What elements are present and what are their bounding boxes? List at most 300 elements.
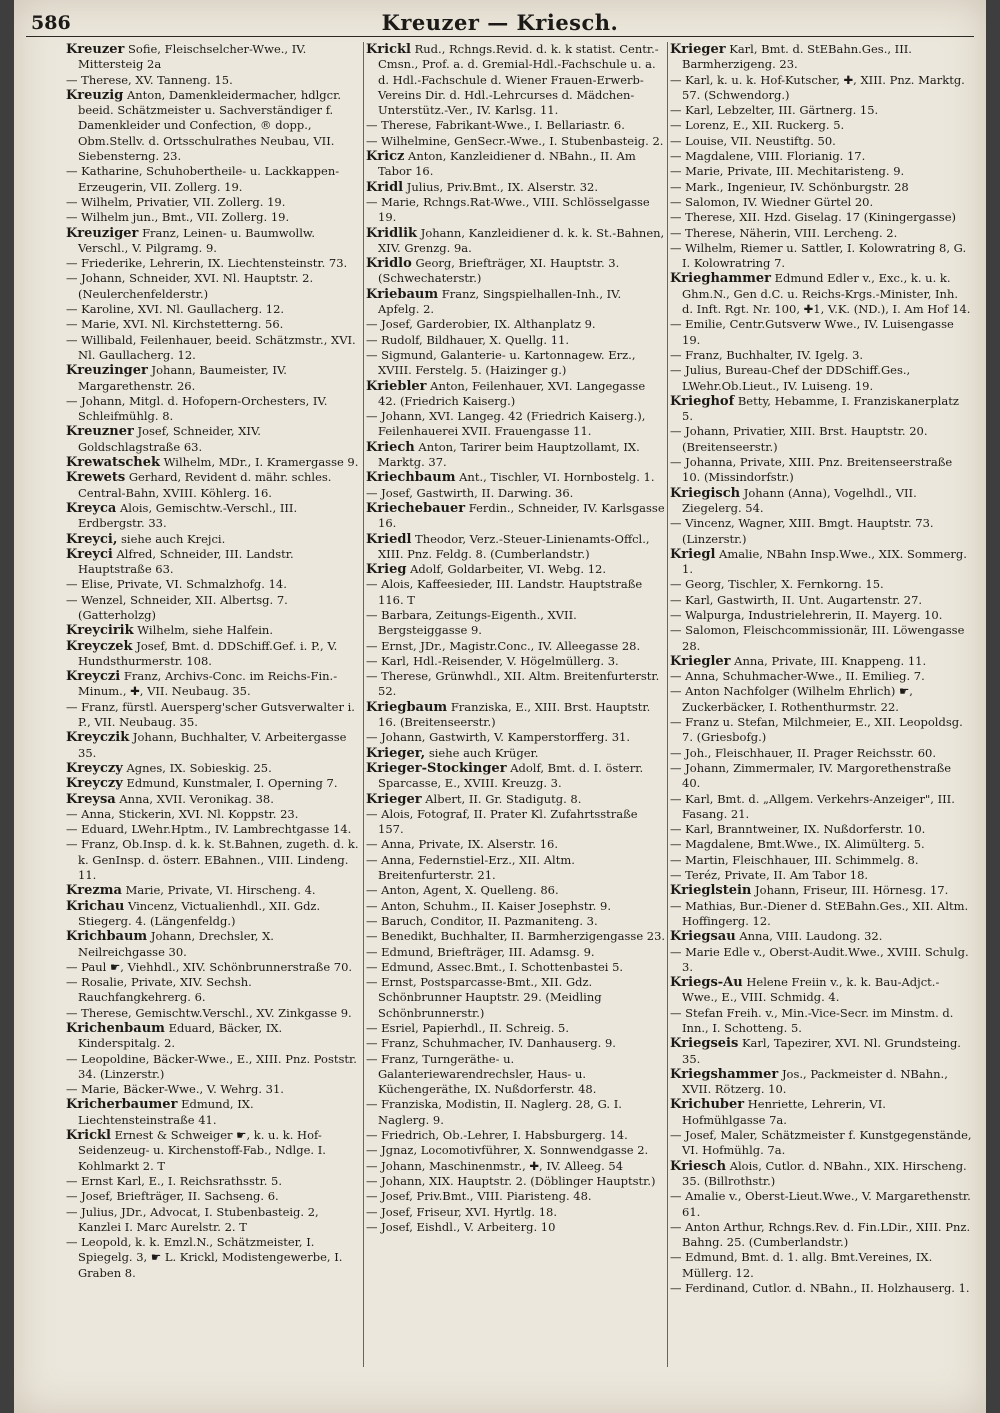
directory-entry <box>670 134 972 149</box>
directory-entry <box>66 700 361 731</box>
entry-details: — Marie, Bäcker-Wwe., V. Wehrg. 31. <box>66 1082 284 1097</box>
entry-surname: Kriegs-Au <box>670 975 743 991</box>
entry-surname: Kriegseis <box>670 1036 739 1052</box>
entry-surname: Kreyczy <box>66 760 123 776</box>
entry-details: Adolf, Bmt. d. I. österr. Sparcasse, E., XVIII. Kreuzg. 3. <box>378 760 644 791</box>
entry-details: — Johann, Mitgl. d. Hofopern-Orchesters, IV. Schleifmühlg. 8. <box>66 393 328 424</box>
directory-entry <box>366 792 666 807</box>
running-title: Kreuzer — Kriesch. <box>381 10 619 35</box>
directory-entry <box>66 1006 361 1021</box>
directory-entry <box>670 837 972 852</box>
entry-details: — Elise, Private, VI. Schmalzhofg. 14. <box>66 577 287 592</box>
entry-details: — Johann, XVI. Langeg. 42 (Friedrich Kaiserg.), Feilenhauerei XVII. Frauengasse 11. <box>366 409 646 439</box>
directory-entry <box>66 883 361 898</box>
directory-entry <box>66 669 361 700</box>
directory-entry <box>366 929 666 944</box>
entry-surname: Krieger <box>366 791 422 807</box>
entry-details: — Anna, Private, IX. Alserstr. 16. <box>366 837 559 852</box>
directory-entry <box>670 73 972 104</box>
entry-details: — Salomon, Fleischcommissionär, III. Löwengasse 28. <box>670 623 965 653</box>
entry-details: — Ernst, Postsparcasse-Bmt., XII. Gdz. Schönbrunner Hauptstr. 29. (Meidling Schönbrunnerstr.) <box>366 975 602 1020</box>
entry-details: siehe auch Krejci. <box>121 531 226 546</box>
entry-details: Anton, Damenkleidermacher, hdlgcr. beeid. Schätzmeister u. Sachverständiger f. Damenkleider und Confection, ® dopp., Obm.Stellv. d. Ortsschulrathes Neubau, VII. Siebensterng. 23. <box>78 87 341 164</box>
directory-entry <box>366 639 666 654</box>
directory-entry <box>366 1021 666 1036</box>
entry-surname: Kriegbaum <box>366 699 448 715</box>
directory-entry <box>670 1281 972 1296</box>
directory-entry <box>366 180 666 195</box>
entry-surname: Kreycirik <box>66 623 134 639</box>
entry-details: — Benedikt, Buchhalter, II. Barmherzigengasse 23. <box>366 929 666 944</box>
directory-entry <box>670 1067 972 1098</box>
entry-details: — Franz, Ob.Insp. d. k. k. St.Bahnen, zugeth. d. k. k. GenInsp. d. österr. EBahnen., VIII. Lindeng. 11. <box>66 837 359 883</box>
entry-details: — Karl, Bmt. d. „Allgem. Verkehrs-Anzeiger", III. Fasang. 21. <box>670 791 955 821</box>
directory-entry <box>66 623 361 638</box>
entry-details: — Therese, Näherin, VIII. Lercheng. 2. <box>670 225 898 240</box>
entry-details: Adolf, Goldarbeiter, VI. Webg. 12. <box>410 562 607 577</box>
directory-entry <box>366 1220 666 1235</box>
entry-details: — Vincenz, Wagner, XIII. Bmgt. Hauptstr. 73. (Linzerstr.) <box>670 516 934 546</box>
directory-entry <box>670 195 972 210</box>
entry-details: Franz, Singspielhallen-Inh., IV. Apfelg. 2. <box>378 286 622 317</box>
column-divider <box>667 42 668 1367</box>
entry-surname: Kreyczek <box>66 638 133 654</box>
directory-entry <box>670 1128 972 1159</box>
entry-details: — Therese, Gemischtw.Verschl., XV. Zinkgasse 9. <box>66 1005 352 1020</box>
directory-entry <box>366 1205 666 1220</box>
entry-details: — Wilhelm, Privatier, VII. Zollerg. 19. <box>66 194 286 209</box>
directory-entry <box>66 195 361 210</box>
directory-entry <box>66 42 361 73</box>
entry-details: — Georg, Tischler, X. Fernkorng. 15. <box>670 577 884 592</box>
directory-entry <box>670 317 972 348</box>
directory-entry <box>670 792 972 823</box>
entry-details: — Karl, Branntweiner, IX. Nußdorferstr. 10. <box>670 822 926 837</box>
entry-surname: Kriechbaum <box>366 470 456 486</box>
directory-entry <box>670 1220 972 1251</box>
entry-details: — Stefan Freih. v., Min.-Vice-Secr. im Minstm. d. Inn., I. Schotteng. 5. <box>670 1005 954 1035</box>
entry-details: — Wilhelm jun., Bmt., VII. Zollerg. 19. <box>66 210 290 225</box>
directory-entry <box>670 455 972 486</box>
entry-details: Marie, Private, VI. Hirscheng. 4. <box>125 883 316 898</box>
entry-surname: Kridlik <box>366 225 418 241</box>
entry-details: Georg, Briefträger, XI. Hauptstr. 3. (Schwechaterstr.) <box>378 256 620 286</box>
entry-details: — Magdalene, Bmt.Wwe., IX. Alimülterg. 5. <box>670 837 925 852</box>
entry-details: — Magdalene, VIII. Florianig. 17. <box>670 149 866 164</box>
directory-entry <box>670 394 972 425</box>
entry-surname: Kreuzinger <box>66 363 148 379</box>
entry-surname: Kriech <box>366 439 415 455</box>
directory-entry <box>366 669 666 700</box>
directory-entry <box>366 945 666 960</box>
directory-entry <box>66 577 361 592</box>
entry-details: — Therese, XV. Tanneng. 15. <box>66 72 233 87</box>
entry-details: — Franz, Turngeräthe- u. Galanteriewarendrechsler, Haus- u. Küchengeräthe, IX. Nußdorferstr. 48. <box>366 1051 597 1097</box>
directory-entry <box>670 669 972 684</box>
header-rule <box>26 36 974 37</box>
directory-entry <box>66 593 361 624</box>
entry-surname: Kreyca <box>66 500 117 516</box>
entry-details: — Rudolf, Bildhauer, X. Quellg. 11. <box>366 332 569 347</box>
entry-details: Franziska, E., XIII. Brst. Hauptstr. 16. (Breitenseerstr.) <box>378 699 651 730</box>
entry-details: Karl, Bmt. d. StEBahn.Ges., III. Barmherzigeng. 23. <box>682 42 912 72</box>
directory-entry <box>670 1189 972 1220</box>
directory-entry <box>670 164 972 179</box>
entry-surname: Kriebaum <box>366 286 439 302</box>
directory-entry <box>66 1082 361 1097</box>
entry-details: — Walpurga, Industrielehrerin, II. Mayerg. 10. <box>670 607 943 622</box>
entry-details: Franz, Archivs-Conc. im Reichs-Fin.-Minum., ✚, VII. Neubaug. 35. <box>78 669 338 699</box>
directory-entry <box>670 945 972 976</box>
entry-details: — Franziska, Modistin, II. Naglerg. 28, G. I. Naglerg. 9. <box>366 1097 622 1127</box>
directory-entry <box>66 164 361 195</box>
directory-entry <box>670 1250 972 1281</box>
directory-entry <box>670 348 972 363</box>
entry-details: — Teréz, Private, II. Am Tabor 18. <box>670 868 869 883</box>
directory-entry <box>670 271 972 317</box>
entry-details: Betty, Hebamme, I. Franziskanerplatz 5. <box>682 393 959 424</box>
entry-surname: Kridlo <box>366 256 412 272</box>
entry-details: Johann, Drechsler, X. Neilreichgasse 30. <box>78 929 274 959</box>
column-2 <box>366 42 666 1404</box>
directory-entry <box>66 424 361 455</box>
directory-entry <box>670 684 972 715</box>
entry-details: — Karl, Hdl.-Reisender, V. Högelmüllerg. 3. <box>366 653 619 668</box>
entry-details: — Julius, Bureau-Chef der DDSchiff.Ges., LWehr.Ob.Lieut., IV. Luiseng. 19. <box>670 363 911 393</box>
directory-entry <box>66 394 361 425</box>
entry-details: Anna, VIII. Laudong. 32. <box>739 929 883 944</box>
directory-entry <box>66 1128 361 1174</box>
entry-details: Josef, Bmt. d. DDSchiff.Gef. i. P., V. Hundsthurmerstr. 108. <box>78 638 338 668</box>
entry-details: Rud., Rchngs.Revid. d. k. k statist. Centr.-Cmsn., Prof. a. d. Gremial-Hdl.-Fachschule u. a. d. Hdl.-Fachschule d. Wiener Frauen-Erwerb-Vereins Dir. d. Hdl.-Lehrcurses d. Mädchen-Unterstütz.-Ver., IV. Karlsg. 11. <box>378 42 659 118</box>
directory-entry <box>366 287 666 318</box>
directory-entry <box>670 623 972 654</box>
entry-details: — Friedrich, Ob.-Lehrer, I. Habsburgerg. 14. <box>366 1128 628 1143</box>
entry-details: — Martin, Fleischhauer, III. Schimmelg. 8. <box>670 852 919 867</box>
entry-surname: Kriegler <box>670 653 731 669</box>
directory-entry <box>366 317 666 332</box>
entry-details: Edmund, IX. Liechtensteinstraße 41. <box>78 1097 254 1127</box>
directory-entry <box>670 1159 972 1190</box>
entry-surname: Krieg <box>366 562 407 578</box>
directory-entry <box>366 149 666 180</box>
entry-details: Gerhard, Revident d. mähr. schles. Central-Bahn, XVIII. Köhlerg. 16. <box>78 470 332 500</box>
directory-entry <box>66 363 361 394</box>
entry-details: — Karl, k. u. k. Hof-Kutscher, ✚, XIII. Pnz. Marktg. 57. (Schwendorg.) <box>670 72 965 102</box>
entry-details: — Friederike, Lehrerin, IX. Liechtensteinstr. 73. <box>66 256 348 271</box>
directory-entry <box>66 302 361 317</box>
directory-entry <box>366 440 666 471</box>
entry-surname: Kreysa <box>66 791 116 807</box>
entry-surname: Krickl <box>366 42 411 57</box>
directory-entry <box>366 654 666 669</box>
directory-entry <box>66 470 361 501</box>
entry-details: — Alois, Fotograf, II. Prater Kl. Zufahrtsstraße 157. <box>366 806 638 837</box>
entry-details: — Johann, Schneider, XVI. Nl. Hauptstr. 2. (Neulerchenfelderstr.) <box>66 271 314 301</box>
entry-details: siehe auch Krüger. <box>428 745 539 760</box>
entry-details: — Salomon, IV. Wiedner Gürtel 20. <box>670 194 874 209</box>
directory-entry <box>670 654 972 669</box>
column-1 <box>66 42 361 1404</box>
entry-surname: Kreyci <box>66 546 113 562</box>
entry-details: — Eduard, LWehr.Hptm., IV. Lambrechtgasse 14. <box>66 822 352 837</box>
directory-entry <box>66 256 361 271</box>
entry-details: — Josef, Briefträger, II. Sachseng. 6. <box>66 1189 279 1204</box>
directory-entry <box>66 1174 361 1189</box>
directory-entry <box>670 1036 972 1067</box>
entry-surname: Krichenbaum <box>66 1021 165 1036</box>
entry-details: Julius, Priv.Bmt., IX. Alserstr. 32. <box>406 179 599 194</box>
entry-surname: Kriebler <box>366 378 427 394</box>
entry-surname: Krickl <box>66 1128 111 1144</box>
entry-surname: Krichau <box>66 898 125 914</box>
entry-details: — Willibald, Feilenhauer, beeid. Schätzmstr., XVI. Nl. Gaullacherg. 12. <box>66 332 356 362</box>
entry-details: — Amalie v., Oberst-Lieut.Wwe., V. Margarethenstr. 61. <box>670 1189 971 1219</box>
entry-details: — Wilhelmine, GenSecr.-Wwe., I. Stubenbasteig. 2. <box>366 133 664 148</box>
entry-details: Henriette, Lehrerin, VI. Hofmühlgasse 7a. <box>682 1097 886 1127</box>
directory-entry <box>366 1128 666 1143</box>
entry-details: — Johanna, Private, XIII. Pnz. Breitenseerstraße 10. (Missindorfstr.) <box>670 455 953 485</box>
directory-entry <box>66 1205 361 1236</box>
directory-entry <box>366 333 666 348</box>
directory-entry <box>670 42 972 73</box>
directory-entry <box>670 1006 972 1037</box>
entry-surname: Kreuzig <box>66 87 124 103</box>
entry-details: — Anton Arthur, Rchngs.Rev. d. Fin.LDir., XIII. Pnz. Bahng. 25. (Cumberlandstr.) <box>670 1219 971 1250</box>
directory-entry <box>670 226 972 241</box>
entry-details: — Anton, Schuhm., II. Kaiser Josephstr. 9. <box>366 898 611 913</box>
directory-entry <box>66 975 361 1006</box>
directory-entry <box>66 639 361 670</box>
directory-entry <box>366 1052 666 1098</box>
directory-entry <box>366 486 666 501</box>
entry-details: Alois, Cutlor. d. NBahn., XIX. Hirscheng. 35. (Billrothstr.) <box>682 1158 967 1188</box>
directory-entry <box>366 730 666 745</box>
directory-entry <box>66 271 361 302</box>
directory-entry <box>366 562 666 577</box>
entry-details: Amalie, NBahn Insp.Wwe., XIX. Sommerg. 1. <box>682 546 967 577</box>
directory-entry <box>366 195 666 226</box>
entry-details: — Edmund, Assec.Bmt., I. Schottenbastei 5. <box>366 959 624 974</box>
directory-entry <box>66 837 361 883</box>
entry-surname: Kreuzer <box>66 42 125 57</box>
entry-surname: Kriegisch <box>670 485 741 501</box>
directory-entry <box>670 547 972 578</box>
entry-surname: Kreyczi <box>66 669 121 685</box>
directory-entry <box>366 608 666 639</box>
directory-entry <box>670 516 972 547</box>
directory-entry <box>670 899 972 930</box>
directory-entry <box>66 1235 361 1281</box>
directory-entry <box>366 348 666 379</box>
entry-details: Anton, Feilenhauer, XVI. Langegasse 42. (Friedrich Kaiserg.) <box>378 378 646 408</box>
directory-entry <box>670 424 972 455</box>
entry-details: Ferdin., Schneider, IV. Karlsgasse 16. <box>378 500 665 531</box>
directory-entry <box>366 960 666 975</box>
entry-details: — Anna, Schuhmacher-Wwe., II. Emilieg. 7. <box>670 669 925 684</box>
entry-surname: Krewatschek <box>66 455 161 471</box>
entry-details: — Josef, Gastwirth, II. Darwing. 36. <box>366 485 574 500</box>
directory-entry <box>366 409 666 440</box>
directory-entry <box>66 960 361 975</box>
entry-details: — Johann, Gastwirth, V. Kamperstorfferg. 31. <box>366 730 631 745</box>
directory-entry <box>366 256 666 287</box>
entry-surname: Kriechebauer <box>366 500 466 516</box>
directory-entry <box>366 118 666 133</box>
entry-details: Johann, Friseur, III. Hörnesg. 17. <box>755 883 949 898</box>
directory-entry <box>366 1174 666 1189</box>
entry-details: — Johann, Zimmermaler, IV. Margorethenstraße 40. <box>670 760 952 791</box>
entry-details: — Paul ☛, Viehhdl., XIV. Schönbrunnerstraße 70. <box>66 959 353 974</box>
entry-surname: Krichuber <box>670 1097 745 1113</box>
entry-details: Wilhelm, MDr., I. Kramergasse 9. <box>163 455 359 470</box>
directory-entry <box>670 103 972 118</box>
entry-details: — Katharine, Schuhobertheile- u. Lackkappen-Erzeugerin, VII. Zollerg. 19. <box>66 164 340 194</box>
entry-details: — Josef, Garderobier, IX. Althanplatz 9. <box>366 317 596 332</box>
entry-details: — Karl, Gastwirth, II. Unt. Augartenstr. 27. <box>670 592 923 607</box>
directory-entry <box>670 608 972 623</box>
directory-entry <box>66 1052 361 1083</box>
directory-entry <box>366 577 666 608</box>
entry-details: Johann, Buchhalter, V. Arbeitergasse 35. <box>78 730 347 760</box>
directory-entry <box>670 210 972 225</box>
directory-entry <box>366 746 666 761</box>
entry-surname: Kridl <box>366 179 404 195</box>
entry-details: — Jgnaz, Locomotivführer, X. Sonnwendgasse 2. <box>366 1143 649 1158</box>
entry-details: — Wenzel, Schneider, XII. Albertsg. 7. (Gatterholzg) <box>66 592 288 622</box>
entry-details: Edmund Edler v., Exc., k. u. k. Ghm.N., Gen d.C. u. Reichs-Krgs.-Minister, Inh. d. Inft. Rgt. Nr. 100, ✚1, V.K. (ND.), I. Am Hof 14. <box>682 271 971 317</box>
directory-entry <box>366 837 666 852</box>
entry-details: Ant., Tischler, VI. Hornbostelg. 1. <box>459 470 655 485</box>
directory-entry <box>366 761 666 792</box>
entry-details: Vincenz, Victualienhdl., XII. Gdz. Stiegerg. 4. (Längenfeldg.) <box>78 898 321 928</box>
entry-details: — Lorenz, E., XII. Ruckerg. 5. <box>670 118 845 133</box>
directory-entry <box>66 776 361 791</box>
entry-details: — Franz, fürstl. Auersperg'scher Gutsverwalter i. P., VII. Neubaug. 35. <box>66 699 355 730</box>
entry-details: Johann, Baumeister, IV. Margarethenstr. 26. <box>78 363 287 393</box>
entry-details: — Esriel, Papierhdl., II. Schreig. 5. <box>366 1021 570 1035</box>
entry-surname: Kreyczik <box>66 730 130 746</box>
entry-details: — Franz u. Stefan, Milchmeier, E., XII. Leopoldsg. 7. (Griesbofg.) <box>670 715 963 745</box>
directory-entry <box>670 363 972 394</box>
entry-details: — Marie, Private, III. Mechitaristeng. 9. <box>670 164 905 179</box>
entry-surname: Krieger-Stockinger <box>366 760 507 776</box>
entry-details: — Josef, Eishdl., V. Arbeiterg. 10 <box>366 1219 556 1234</box>
directory-entry <box>366 42 666 118</box>
directory-entry <box>366 1143 666 1158</box>
entry-surname: Kreuzner <box>66 424 134 440</box>
directory-entry <box>66 899 361 930</box>
directory-entry <box>66 1097 361 1128</box>
entry-details: — Karl, Lebzelter, III. Gärtnerg. 15. <box>670 103 879 118</box>
entry-surname: Krichbaum <box>66 929 148 945</box>
entry-details: Karl, Tapezirer, XVI. Nl. Grundsteing. 35. <box>682 1036 961 1066</box>
entry-details: — Marie, Rchngs.Rat-Wwe., VIII. Schlösselgasse 19. <box>366 194 650 225</box>
entry-details: — Wilhelm, Riemer u. Sattler, I. Kolowratring 8, G. I. Kolowratring 7. <box>670 240 967 271</box>
entry-surname: Krieghof <box>670 393 735 409</box>
directory-entry <box>670 822 972 837</box>
directory-entry <box>670 1097 972 1128</box>
entry-surname: Kricz <box>366 149 405 165</box>
entry-details: Alfred, Schneider, III. Landstr. Hauptstraße 63. <box>78 546 294 577</box>
entry-details: — Louise, VII. Neustiftg. 50. <box>670 133 836 148</box>
directory-entry <box>366 883 666 898</box>
entry-details: Albert, II. Gr. Stadigutg. 8. <box>425 791 582 806</box>
entry-surname: Krieger <box>670 42 726 57</box>
page-number: 586 <box>31 12 71 34</box>
directory-entry <box>66 761 361 776</box>
entry-details: — Therese, Grünwhdl., XII. Altm. Breitenfurterstr. 52. <box>366 669 660 699</box>
entry-surname: Kricherbaumer <box>66 1097 178 1113</box>
directory-entry <box>366 226 666 257</box>
entry-details: — Therese, XII. Hzd. Giselag. 17 (Kiningergasse) <box>670 210 956 225</box>
entry-details: — Karoline, XVI. Nl. Gaullacherg. 12. <box>66 302 285 317</box>
entry-surname: Kreyci, <box>66 531 118 547</box>
entry-surname: Kriesch <box>670 1158 727 1174</box>
directory-entry <box>66 333 361 364</box>
entry-details: — Rosalie, Private, XIV. Sechsh. Rauchfangkehrerg. 6. <box>66 975 252 1005</box>
directory-entry <box>670 241 972 272</box>
directory-entry <box>670 929 972 944</box>
entry-details: Ernest & Schweiger ☛, k. u. k. Hof-Seidenzeug- u. Kirchenstoff-Fab., Ndlge. I. Kohlmarkt 2. T <box>78 1128 326 1173</box>
directory-entry <box>66 807 361 822</box>
directory-entry <box>66 730 361 761</box>
directory-entry <box>66 792 361 807</box>
directory-entry <box>670 853 972 868</box>
directory-entry <box>670 180 972 195</box>
directory-entry <box>366 1189 666 1204</box>
entry-surname: Krezma <box>66 883 122 899</box>
entry-details: — Ernst, JDr., Magistr.Conc., IV. Alleegasse 28. <box>366 638 641 653</box>
entry-details: — Johann, Maschinenmstr., ✚, IV. Alleeg. 54 <box>366 1158 624 1173</box>
entry-details: — Josef, Friseur, XVI. Hyrtlg. 18. <box>366 1204 557 1219</box>
directory-entry <box>366 1036 666 1051</box>
entry-details: — Johann, XIX. Hauptstr. 2. (Döblinger Hauptstr.) <box>366 1173 656 1188</box>
directory-entry <box>366 470 666 485</box>
entry-details: Edmund, Kunstmaler, I. Operning 7. <box>126 776 338 791</box>
entry-details: Franz, Leinen- u. Baumwollw. Verschl., V. Pilgramg. 9. <box>78 225 316 255</box>
entry-surname: Krewets <box>66 470 126 486</box>
directory-entry <box>66 1189 361 1204</box>
directory-entry <box>366 532 666 563</box>
entry-details: — Ferdinand, Cutlor. d. NBahn., II. Holzhauserg. 1. <box>670 1281 970 1296</box>
directory-entry <box>66 532 361 547</box>
entry-details: Eduard, Bäcker, IX. Kinderspitalg. 2. <box>78 1021 283 1051</box>
entry-surname: Kreuziger <box>66 225 139 241</box>
directory-entry <box>66 455 361 470</box>
directory-entry <box>66 317 361 332</box>
column-3 <box>670 42 972 1404</box>
directory-entry <box>670 761 972 792</box>
entry-details: Agnes, IX. Sobieskig. 25. <box>126 760 272 775</box>
entry-details: Wilhelm, siehe Halfein. <box>137 623 273 638</box>
entry-details: — Sigmund, Galanterie- u. Kartonnagew. Erz., XVIII. Ferstelg. 5. (Haizinger g.) <box>366 347 636 378</box>
directory-page <box>14 0 986 1413</box>
entry-details: — Barbara, Zeitungs-Eigenth., XVII. Bergsteiggasse 9. <box>366 607 577 638</box>
entry-details: — Marie, XVI. Nl. Kirchstetterng. 56. <box>66 317 284 332</box>
directory-entry <box>366 379 666 410</box>
directory-entry <box>66 547 361 578</box>
entry-details: — Josef, Maler, Schätzmeister f. Kunstgegenstände, VI. Hofmühlg. 7a. <box>670 1128 972 1158</box>
entry-details: — Alois, Kaffeesieder, III. Landstr. Hauptstraße 116. T <box>366 577 643 607</box>
entry-details: — Anton Nachfolger (Wilhelm Ehrlich) ☛, Zuckerbäcker, I. Rothenthurmstr. 22. <box>670 684 913 714</box>
entry-details: Anna, XVII. Veronikag. 38. <box>119 791 274 806</box>
directory-entry <box>66 73 361 88</box>
entry-details: — Marie Edle v., Oberst-Audit.Wwe., XVIII. Schulg. 3. <box>670 944 969 974</box>
entry-details: Sofie, Fleischselcher-Wwe., IV. Mittersteig 2a <box>78 42 307 72</box>
entry-details: Johann (Anna), Vogelhdl., VII. Ziegelerg. 54. <box>682 485 917 515</box>
entry-surname: Krieger, <box>366 745 426 761</box>
